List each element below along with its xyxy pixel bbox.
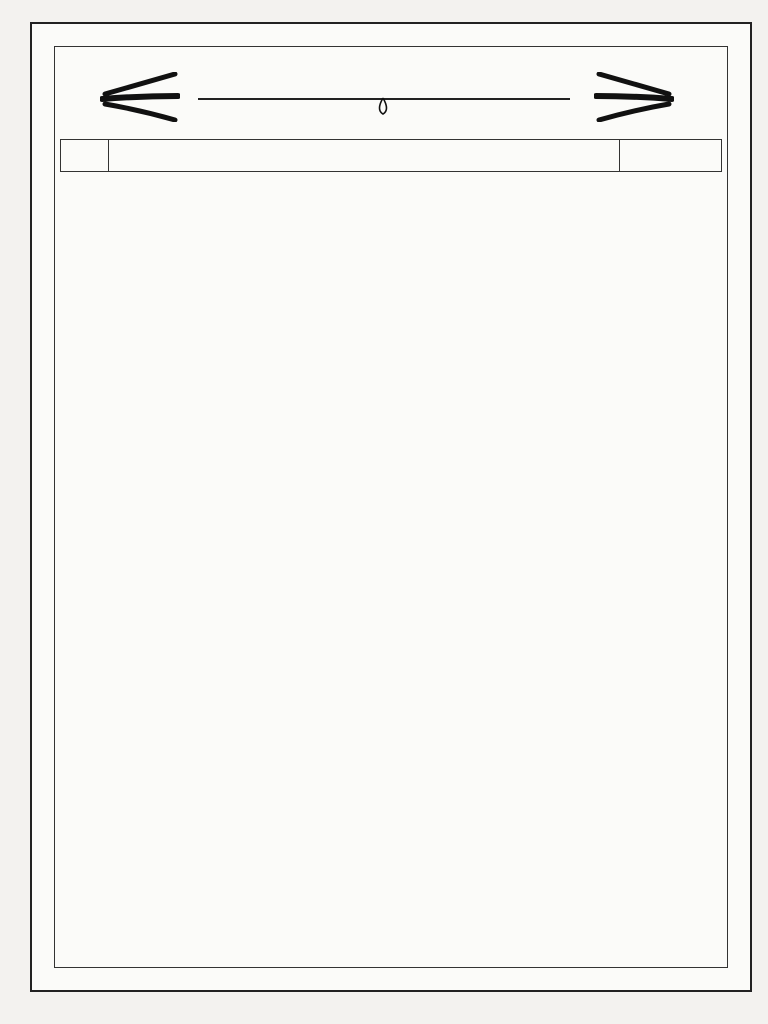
header-number	[61, 140, 109, 172]
header-contents	[109, 140, 620, 172]
swash-left-ornament	[100, 72, 180, 122]
title-flourish	[368, 96, 398, 118]
swash-right-ornament	[594, 72, 674, 122]
header-row	[61, 140, 722, 172]
header-page	[620, 140, 722, 172]
inner-border	[54, 46, 728, 968]
contents-table	[60, 139, 722, 172]
